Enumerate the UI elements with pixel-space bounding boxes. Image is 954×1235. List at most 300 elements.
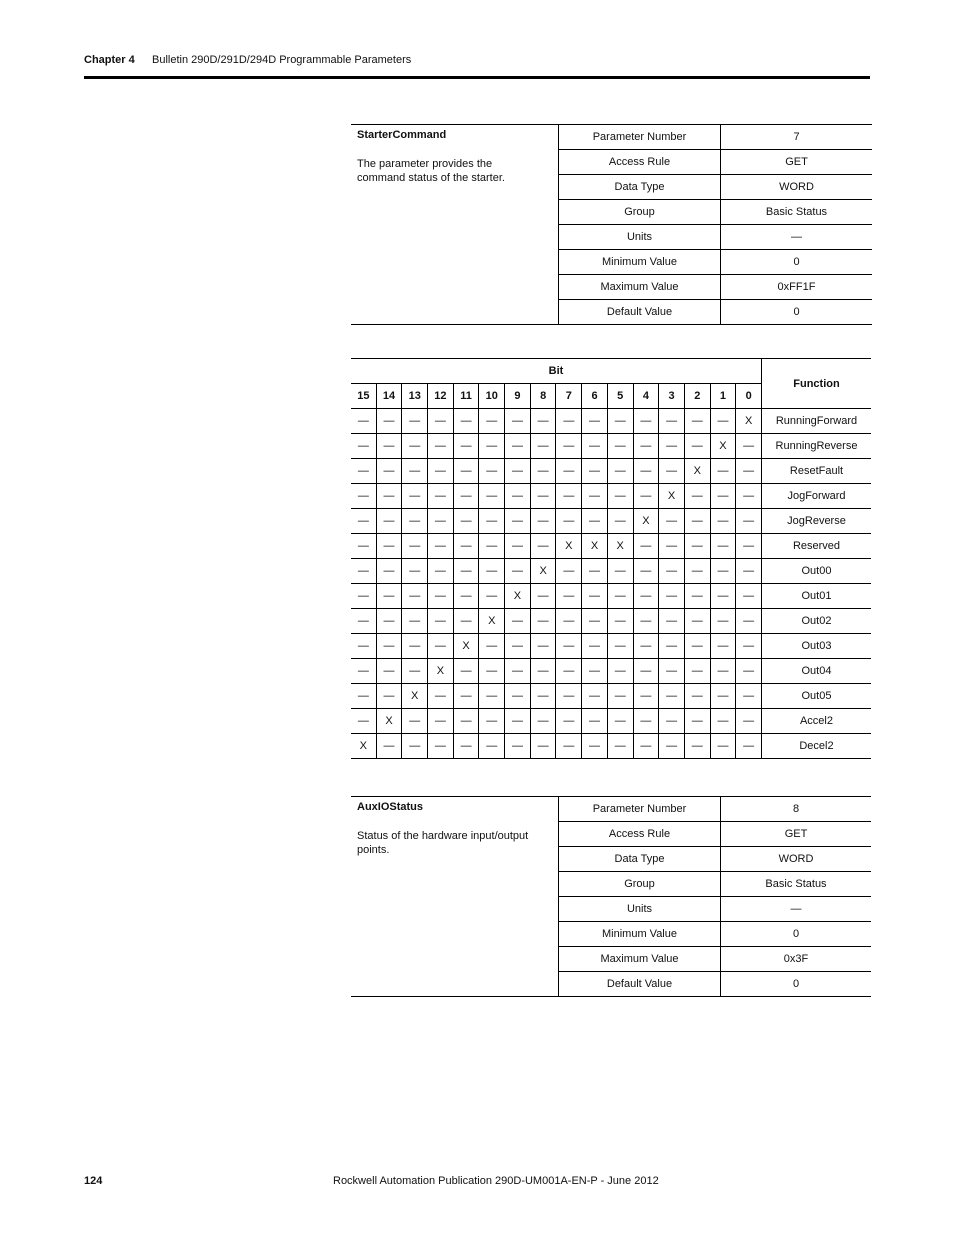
chapter-label: Chapter 4 (84, 54, 135, 66)
property-key: Units (559, 225, 721, 250)
bit-cell: — (402, 634, 428, 659)
bit-cell: — (556, 459, 582, 484)
bit-cell: — (736, 684, 762, 709)
function-cell: Out01 (761, 584, 871, 609)
property-key: Default Value (559, 300, 721, 325)
bit-cell: — (351, 509, 376, 534)
bit-label: 10 (479, 384, 505, 409)
bit-cell: — (582, 434, 608, 459)
bit-cell: — (351, 609, 376, 634)
bit-cell: — (376, 584, 402, 609)
bit-cell: — (505, 609, 531, 634)
bit-cell: — (556, 734, 582, 759)
bit-label: 7 (556, 384, 582, 409)
bit-cell: — (556, 509, 582, 534)
bit-cell: — (684, 634, 710, 659)
bit-cell: — (659, 409, 685, 434)
bit-cell: — (351, 534, 376, 559)
function-header: Function (761, 359, 871, 409)
bit-cell: — (659, 534, 685, 559)
bit-cell: — (351, 559, 376, 584)
bit-cell: — (659, 509, 685, 534)
bit-table-row (351, 509, 871, 534)
bit-cell: — (684, 684, 710, 709)
bit-cell: — (479, 684, 505, 709)
bit-cell: — (684, 484, 710, 509)
bit-cell: X (659, 484, 685, 509)
bit-cell: — (505, 559, 531, 584)
bit-cell: — (736, 534, 762, 559)
bit-cell: X (582, 534, 608, 559)
bit-table-row (351, 584, 871, 609)
function-cell: Out05 (761, 684, 871, 709)
bit-cell: — (633, 484, 659, 509)
bit-cell: — (607, 509, 633, 534)
bit-cell: — (582, 684, 608, 709)
bit-cell: — (505, 409, 531, 434)
bit-cell: — (659, 459, 685, 484)
bit-cell: — (479, 509, 505, 534)
bit-cell: — (710, 484, 736, 509)
bit-table-row (351, 734, 871, 759)
property-key: Parameter Number (559, 797, 721, 822)
bit-cell: — (376, 484, 402, 509)
bit-header: Bit (351, 359, 761, 384)
bit-table-row (351, 459, 871, 484)
bit-cell: X (530, 559, 556, 584)
bit-cell: — (402, 434, 428, 459)
bit-cell: — (479, 659, 505, 684)
bit-cell: — (376, 609, 402, 634)
bit-cell: — (684, 659, 710, 684)
bit-cell: — (505, 734, 531, 759)
property-value: 8 (721, 797, 872, 822)
bit-cell: — (582, 459, 608, 484)
bit-cell: — (607, 734, 633, 759)
property-value: WORD (721, 175, 873, 200)
bit-cell: — (479, 709, 505, 734)
property-key: Minimum Value (559, 250, 721, 275)
bit-cell: — (428, 559, 454, 584)
property-value: 0 (792, 978, 800, 990)
property-value: GET (721, 822, 872, 847)
bit-cell: — (710, 659, 736, 684)
bit-cell: — (402, 609, 428, 634)
page-header (84, 52, 870, 79)
bit-cell: — (736, 709, 762, 734)
bit-cell: — (453, 509, 479, 534)
bit-cell: — (376, 634, 402, 659)
bit-cell: — (530, 434, 556, 459)
bit-cell: — (582, 609, 608, 634)
property-key: Group (559, 200, 721, 225)
bit-cell: — (659, 684, 685, 709)
bit-cell: — (633, 409, 659, 434)
bit-cell: — (684, 534, 710, 559)
bit-cell: — (736, 559, 762, 584)
bit-cell: — (633, 534, 659, 559)
property-value: 0 (793, 306, 800, 318)
bit-cell: — (351, 634, 376, 659)
bit-cell: — (736, 609, 762, 634)
bit-cell: — (402, 709, 428, 734)
bit-cell: — (633, 659, 659, 684)
parameter-description: Status of the hardware input/output points. (357, 830, 529, 856)
bit-cell: — (351, 684, 376, 709)
bit-cell: — (710, 709, 736, 734)
bit-cell: — (582, 659, 608, 684)
starter-command-table (351, 124, 872, 325)
bit-cell: — (530, 659, 556, 684)
function-cell: JogForward (761, 484, 871, 509)
bit-cell: — (428, 584, 454, 609)
bit-cell: X (479, 609, 505, 634)
bit-cell: X (351, 734, 376, 759)
bit-cell: — (633, 434, 659, 459)
bit-cell: — (684, 709, 710, 734)
bit-cell: X (736, 409, 762, 434)
bit-label: 5 (607, 384, 633, 409)
property-value: 0 (721, 922, 872, 947)
bit-cell: — (607, 584, 633, 609)
bit-cell: — (479, 634, 505, 659)
bit-cell: — (479, 434, 505, 459)
bit-cell: — (479, 409, 505, 434)
bit-function-table (351, 358, 871, 759)
bit-cell: — (556, 709, 582, 734)
bit-cell: — (582, 709, 608, 734)
bit-cell: — (710, 734, 736, 759)
bit-cell: — (402, 584, 428, 609)
property-value: Basic Status (721, 200, 873, 225)
bit-cell: — (402, 734, 428, 759)
property-value: 0 (721, 250, 873, 275)
bit-cell: — (659, 659, 685, 684)
property-key: Access Rule (559, 150, 721, 175)
bit-cell: — (633, 709, 659, 734)
bit-cell: — (505, 634, 531, 659)
bit-cell: — (376, 659, 402, 684)
property-key: Group (559, 872, 721, 897)
bit-cell: — (428, 709, 454, 734)
bit-cell: — (607, 484, 633, 509)
parameter-name: AuxIOStatus (357, 801, 424, 813)
bit-cell: — (428, 459, 454, 484)
bit-cell: — (402, 409, 428, 434)
bit-cell: — (556, 409, 582, 434)
bit-cell: — (351, 584, 376, 609)
property-key: Minimum Value (559, 922, 721, 947)
bit-cell: — (530, 509, 556, 534)
bit-table-row (351, 609, 871, 634)
bit-cell: — (453, 684, 479, 709)
bit-cell: — (479, 484, 505, 509)
bit-cell: — (582, 484, 608, 509)
bit-cell: — (710, 684, 736, 709)
bit-cell: — (428, 734, 454, 759)
bit-table-row (351, 484, 871, 509)
bit-cell: — (556, 609, 582, 634)
bit-cell: X (607, 534, 633, 559)
bit-cell: X (402, 684, 428, 709)
bit-cell: — (376, 459, 402, 484)
bit-cell: — (633, 459, 659, 484)
bit-cell: — (428, 509, 454, 534)
function-cell: Out03 (761, 634, 871, 659)
bit-cell: — (659, 559, 685, 584)
bit-cell: — (479, 459, 505, 484)
bit-cell: — (351, 434, 376, 459)
bit-cell: — (736, 509, 762, 534)
property-key: Access Rule (559, 822, 721, 847)
bit-cell: — (659, 434, 685, 459)
property-key: Parameter Number (559, 125, 721, 150)
bit-cell: — (428, 634, 454, 659)
bit-cell: — (530, 634, 556, 659)
function-cell: Accel2 (761, 709, 871, 734)
bit-cell: — (428, 409, 454, 434)
property-value: 0x3F (721, 947, 872, 972)
bit-cell: — (376, 534, 402, 559)
bit-table-row (351, 559, 871, 584)
bit-cell: — (633, 684, 659, 709)
bit-cell: — (710, 534, 736, 559)
bit-cell: — (736, 634, 762, 659)
bit-cell: — (428, 609, 454, 634)
bit-cell: — (530, 709, 556, 734)
chapter-title: Bulletin 290D/291D/294D Programmable Parameters (152, 54, 412, 66)
bit-cell: — (505, 659, 531, 684)
bit-label: 15 (351, 384, 376, 409)
bit-cell: — (736, 459, 762, 484)
bit-cell: — (505, 434, 531, 459)
bit-table-row (351, 684, 871, 709)
publication-info: Rockwell Automation Publication 290D-UM001A-EN-P - June 2012 (333, 1175, 659, 1187)
bit-cell: — (633, 734, 659, 759)
bit-table-row (351, 634, 871, 659)
bit-cell: — (505, 709, 531, 734)
bit-label: 1 (710, 384, 736, 409)
bit-cell: — (376, 734, 402, 759)
bit-label: 2 (684, 384, 710, 409)
property-key: Maximum Value (559, 275, 721, 300)
bit-table-row (351, 434, 871, 459)
bit-cell: — (684, 559, 710, 584)
bit-cell: — (607, 659, 633, 684)
bit-cell: X (633, 509, 659, 534)
property-key: Data Type (559, 175, 721, 200)
bit-cell: X (376, 709, 402, 734)
parameter-description: The parameter provides the command status of the starter. (357, 158, 505, 184)
bit-cell: X (684, 459, 710, 484)
bit-cell: — (530, 584, 556, 609)
bit-label: 12 (428, 384, 454, 409)
bit-cell: — (376, 559, 402, 584)
bit-cell: — (453, 484, 479, 509)
function-cell: Reserved (761, 534, 871, 559)
bit-cell: — (556, 634, 582, 659)
bit-cell: — (633, 584, 659, 609)
bit-cell: — (556, 484, 582, 509)
bit-cell: X (453, 634, 479, 659)
property-value: 7 (721, 125, 873, 150)
bit-cell: — (607, 434, 633, 459)
bit-cell: — (376, 684, 402, 709)
bit-cell: — (530, 684, 556, 709)
bit-cell: — (402, 484, 428, 509)
bit-cell: — (736, 734, 762, 759)
bit-cell: — (684, 734, 710, 759)
bit-label: 6 (582, 384, 608, 409)
bit-label: 0 (736, 384, 762, 409)
bit-label: 9 (505, 384, 531, 409)
bit-label: 13 (402, 384, 428, 409)
bit-table-row (351, 409, 871, 434)
bit-cell: — (428, 534, 454, 559)
bit-cell: — (710, 559, 736, 584)
property-value: GET (721, 150, 873, 175)
bit-cell: — (530, 534, 556, 559)
bit-cell: — (453, 734, 479, 759)
bit-cell: — (428, 684, 454, 709)
bit-cell: — (530, 484, 556, 509)
bit-cell: X (556, 534, 582, 559)
property-key: Maximum Value (559, 947, 721, 972)
bit-cell: — (684, 609, 710, 634)
bit-cell: — (710, 634, 736, 659)
bit-cell: — (607, 459, 633, 484)
bit-cell: — (376, 409, 402, 434)
bit-cell: — (710, 409, 736, 434)
function-cell: RunningForward (761, 409, 871, 434)
bit-cell: — (376, 509, 402, 534)
bit-table-row (351, 709, 871, 734)
property-key: Units (559, 897, 721, 922)
bit-cell: X (710, 434, 736, 459)
starter-command-description-cell (351, 125, 559, 325)
bit-cell: — (351, 484, 376, 509)
property-key: Default Value (559, 972, 721, 997)
bit-cell: — (684, 409, 710, 434)
function-cell: JogReverse (761, 509, 871, 534)
bit-cell: — (453, 709, 479, 734)
bit-cell: — (556, 434, 582, 459)
bit-cell: X (428, 659, 454, 684)
bit-cell: — (684, 584, 710, 609)
bit-cell: — (530, 409, 556, 434)
bit-cell: — (607, 409, 633, 434)
bit-cell: — (351, 659, 376, 684)
bit-cell: — (582, 734, 608, 759)
bit-cell: — (505, 509, 531, 534)
bit-cell: — (453, 459, 479, 484)
bit-cell: — (530, 609, 556, 634)
bit-cell: — (453, 584, 479, 609)
bit-cell: — (351, 409, 376, 434)
bit-cell: — (659, 609, 685, 634)
bit-cell: — (736, 659, 762, 684)
bit-cell: — (582, 559, 608, 584)
bit-cell: — (684, 509, 710, 534)
property-key: Data Type (559, 847, 721, 872)
bit-cell: — (453, 434, 479, 459)
bit-cell: — (428, 484, 454, 509)
bit-label: 3 (659, 384, 685, 409)
function-cell: Out00 (761, 559, 871, 584)
bit-cell: — (453, 409, 479, 434)
bit-table-row (351, 534, 871, 559)
property-value: — (721, 225, 873, 250)
bit-cell: — (556, 584, 582, 609)
aux-io-status-description-cell (351, 797, 559, 997)
property-value: — (721, 897, 872, 922)
bit-cell: — (453, 534, 479, 559)
bit-cell: — (607, 634, 633, 659)
bit-table-row (351, 659, 871, 684)
bit-cell: — (402, 459, 428, 484)
bit-cell: X (505, 584, 531, 609)
bit-cell: — (710, 584, 736, 609)
property-value: 0xFF1F (721, 275, 873, 300)
bit-cell: — (607, 709, 633, 734)
bit-cell: — (659, 709, 685, 734)
page-number: 124 (84, 1175, 103, 1187)
bit-cell: — (479, 559, 505, 584)
bit-cell: — (633, 609, 659, 634)
bit-cell: — (402, 559, 428, 584)
bit-cell: — (659, 584, 685, 609)
bit-cell: — (402, 509, 428, 534)
function-cell: RunningReverse (761, 434, 871, 459)
bit-cell: — (505, 484, 531, 509)
bit-cell: — (633, 634, 659, 659)
bit-cell: — (530, 734, 556, 759)
bit-label: 4 (633, 384, 659, 409)
function-cell: ResetFault (761, 459, 871, 484)
bit-cell: — (684, 434, 710, 459)
bit-cell: — (556, 684, 582, 709)
property-value: Basic Status (721, 872, 872, 897)
bit-cell: — (736, 584, 762, 609)
property-value: WORD (721, 847, 872, 872)
aux-io-status-table (351, 796, 871, 997)
bit-cell: — (582, 509, 608, 534)
bit-cell: — (582, 634, 608, 659)
function-cell: Out04 (761, 659, 871, 684)
bit-cell: — (402, 534, 428, 559)
bit-cell: — (659, 634, 685, 659)
bit-cell: — (633, 559, 659, 584)
function-cell: Decel2 (761, 734, 871, 759)
bit-cell: — (736, 484, 762, 509)
bit-cell: — (556, 559, 582, 584)
parameter-name: StarterCommand (357, 129, 447, 141)
bit-cell: — (659, 734, 685, 759)
bit-label: 11 (453, 384, 479, 409)
bit-cell: — (505, 534, 531, 559)
bit-cell: — (453, 559, 479, 584)
bit-cell: — (453, 609, 479, 634)
bit-cell: — (710, 609, 736, 634)
bit-cell: — (710, 509, 736, 534)
bit-cell: — (376, 434, 402, 459)
bit-cell: — (582, 584, 608, 609)
bit-cell: — (351, 709, 376, 734)
bit-cell: — (402, 659, 428, 684)
bit-cell: — (453, 659, 479, 684)
bit-cell: — (479, 734, 505, 759)
bit-cell: — (736, 434, 762, 459)
